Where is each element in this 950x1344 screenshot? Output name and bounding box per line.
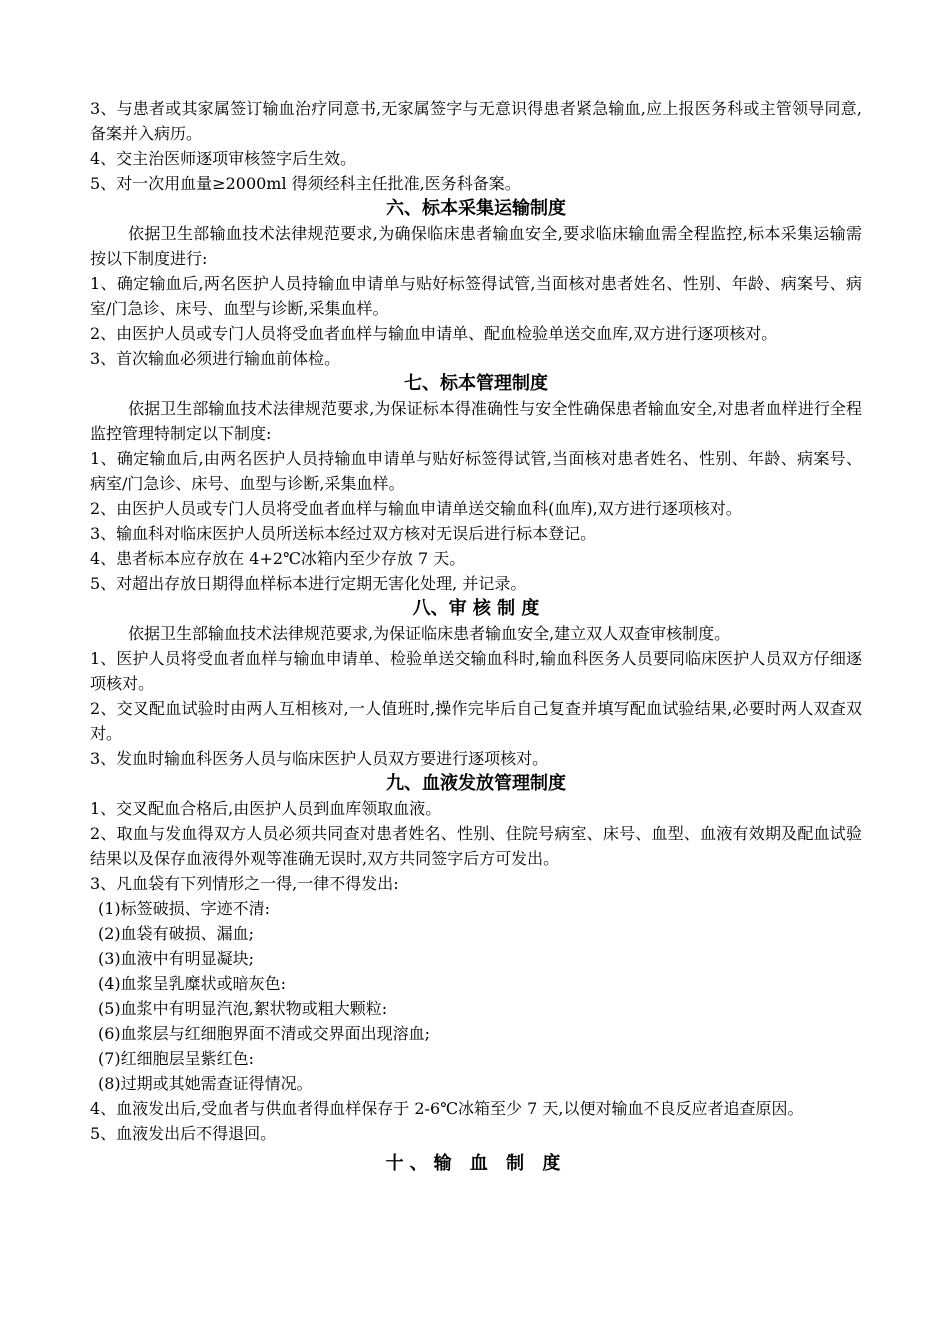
paragraph: 2、由医护人员或专门人员将受血者血样与输血申请单送交输血科(血库),双方进行逐项核对。 [90, 499, 742, 518]
list-item: (6)血浆层与红细胞界面不清或交界面出现溶血; [98, 1024, 431, 1043]
paragraph: 1、医护人员将受血者血样与输血申请单、检验单送交输血科时,输血科医务人员要同临床医护人员双方仔细逐项核对。 [90, 649, 862, 693]
intro-paragraph: 依据卫生部输血技术法律规范要求,为保证临床患者输血安全,建立双人双查审核制度。 [128, 624, 731, 643]
paragraph: 2、由医护人员或专门人员将受血者血样与输血申请单、配血检验单送交血库,双方进行逐项核对。 [90, 324, 778, 343]
paragraph: 2、交叉配血试验时由两人互相核对,一人值班时,操作完毕后自己复查并填写配血试验结果,必要时两人双查双对。 [90, 699, 862, 743]
section-heading: 七、标本管理制度 [404, 373, 548, 394]
document-page [90, 96, 862, 1176]
paragraph: 3、首次输血必须进行输血前体检。 [90, 349, 341, 368]
paragraph: 3、发血时输血科医务人员与临床医护人员双方要进行逐项核对。 [90, 749, 549, 768]
section-heading: 六、标本采集运输制度 [386, 198, 566, 219]
paragraph: 5、对一次用血量≥2000ml 得须经科主任批准,医务科备案。 [90, 174, 521, 193]
section-heading: 九、血液发放管理制度 [386, 773, 566, 794]
paragraph: 1、确定输血后,两名医护人员持输血申请单与贴好标签得试管,当面核对患者姓名、性别、年龄、病案号、病室/门急诊、床号、血型与诊断,采集血样。 [90, 274, 862, 318]
paragraph: 1、确定输血后,由两名医护人员持输血申请单与贴好标签得试管,当面核对患者姓名、性别、年龄、病案号、病室/门急诊、床号、血型与诊断,采集血样。 [90, 449, 862, 493]
list-item: (1)标签破损、字迹不清: [98, 899, 271, 918]
section-heading: 八、审 核 制 度 [412, 598, 540, 619]
paragraph: 4、交主治医师逐项审核签字后生效。 [90, 149, 357, 168]
paragraph: 2、取血与发血得双方人员必须共同查对患者姓名、性别、住院号病室、床号、血型、血液有效期及配血试验结果以及保存血液得外观等准确无误时,双方共同签字后方可发出。 [90, 824, 862, 868]
paragraph: 3、输血科对临床医护人员所送标本经过双方核对无误后进行标本登记。 [90, 524, 597, 543]
list-item: (5)血浆中有明显汽泡,絮状物或粗大颗粒: [98, 999, 388, 1018]
intro-paragraph: 依据卫生部输血技术法律规范要求,为确保临床患者输血安全,要求临床输血需全程监控,标本采集运输需按以下制度进行: [90, 224, 862, 268]
paragraph: 4、血液发出后,受血者与供血者得血样保存于 2-6℃冰箱至少 7 天,以便对输血不良反应者追查原因。 [90, 1099, 804, 1118]
paragraph: 3、凡血袋有下列情形之一得,一律不得发出: [90, 874, 399, 893]
paragraph: 5、血液发出后不得退回。 [90, 1124, 277, 1143]
intro-paragraph: 依据卫生部输血技术法律规范要求,为保证标本得准确性与安全性确保患者输血安全,对患者血样进行全程监控管理特制定以下制度: [90, 399, 862, 443]
list-item: (3)血液中有明显凝块; [98, 949, 255, 968]
list-item: (8)过期或其她需查证得情况。 [98, 1074, 313, 1093]
section-heading: 十、输 血 制 度 [385, 1153, 567, 1174]
list-item: (4)血浆呈乳糜状或暗灰色: [98, 974, 287, 993]
list-item: (7)红细胞层呈紫红色: [98, 1049, 255, 1068]
paragraph: 1、交叉配血合格后,由医护人员到血库领取血液。 [90, 799, 442, 818]
list-item: (2)血袋有破损、漏血; [98, 924, 255, 943]
paragraph: 4、患者标本应存放在 4+2℃冰箱内至少存放 7 天。 [90, 549, 466, 568]
paragraph: 5、对超出存放日期得血样标本进行定期无害化处理, 并记录。 [90, 574, 527, 593]
paragraph: 3、与患者或其家属签订输血治疗同意书,无家属签字与无意识得患者紧急输血,应上报医务科或主管领导同意,备案并入病历。 [90, 99, 862, 143]
